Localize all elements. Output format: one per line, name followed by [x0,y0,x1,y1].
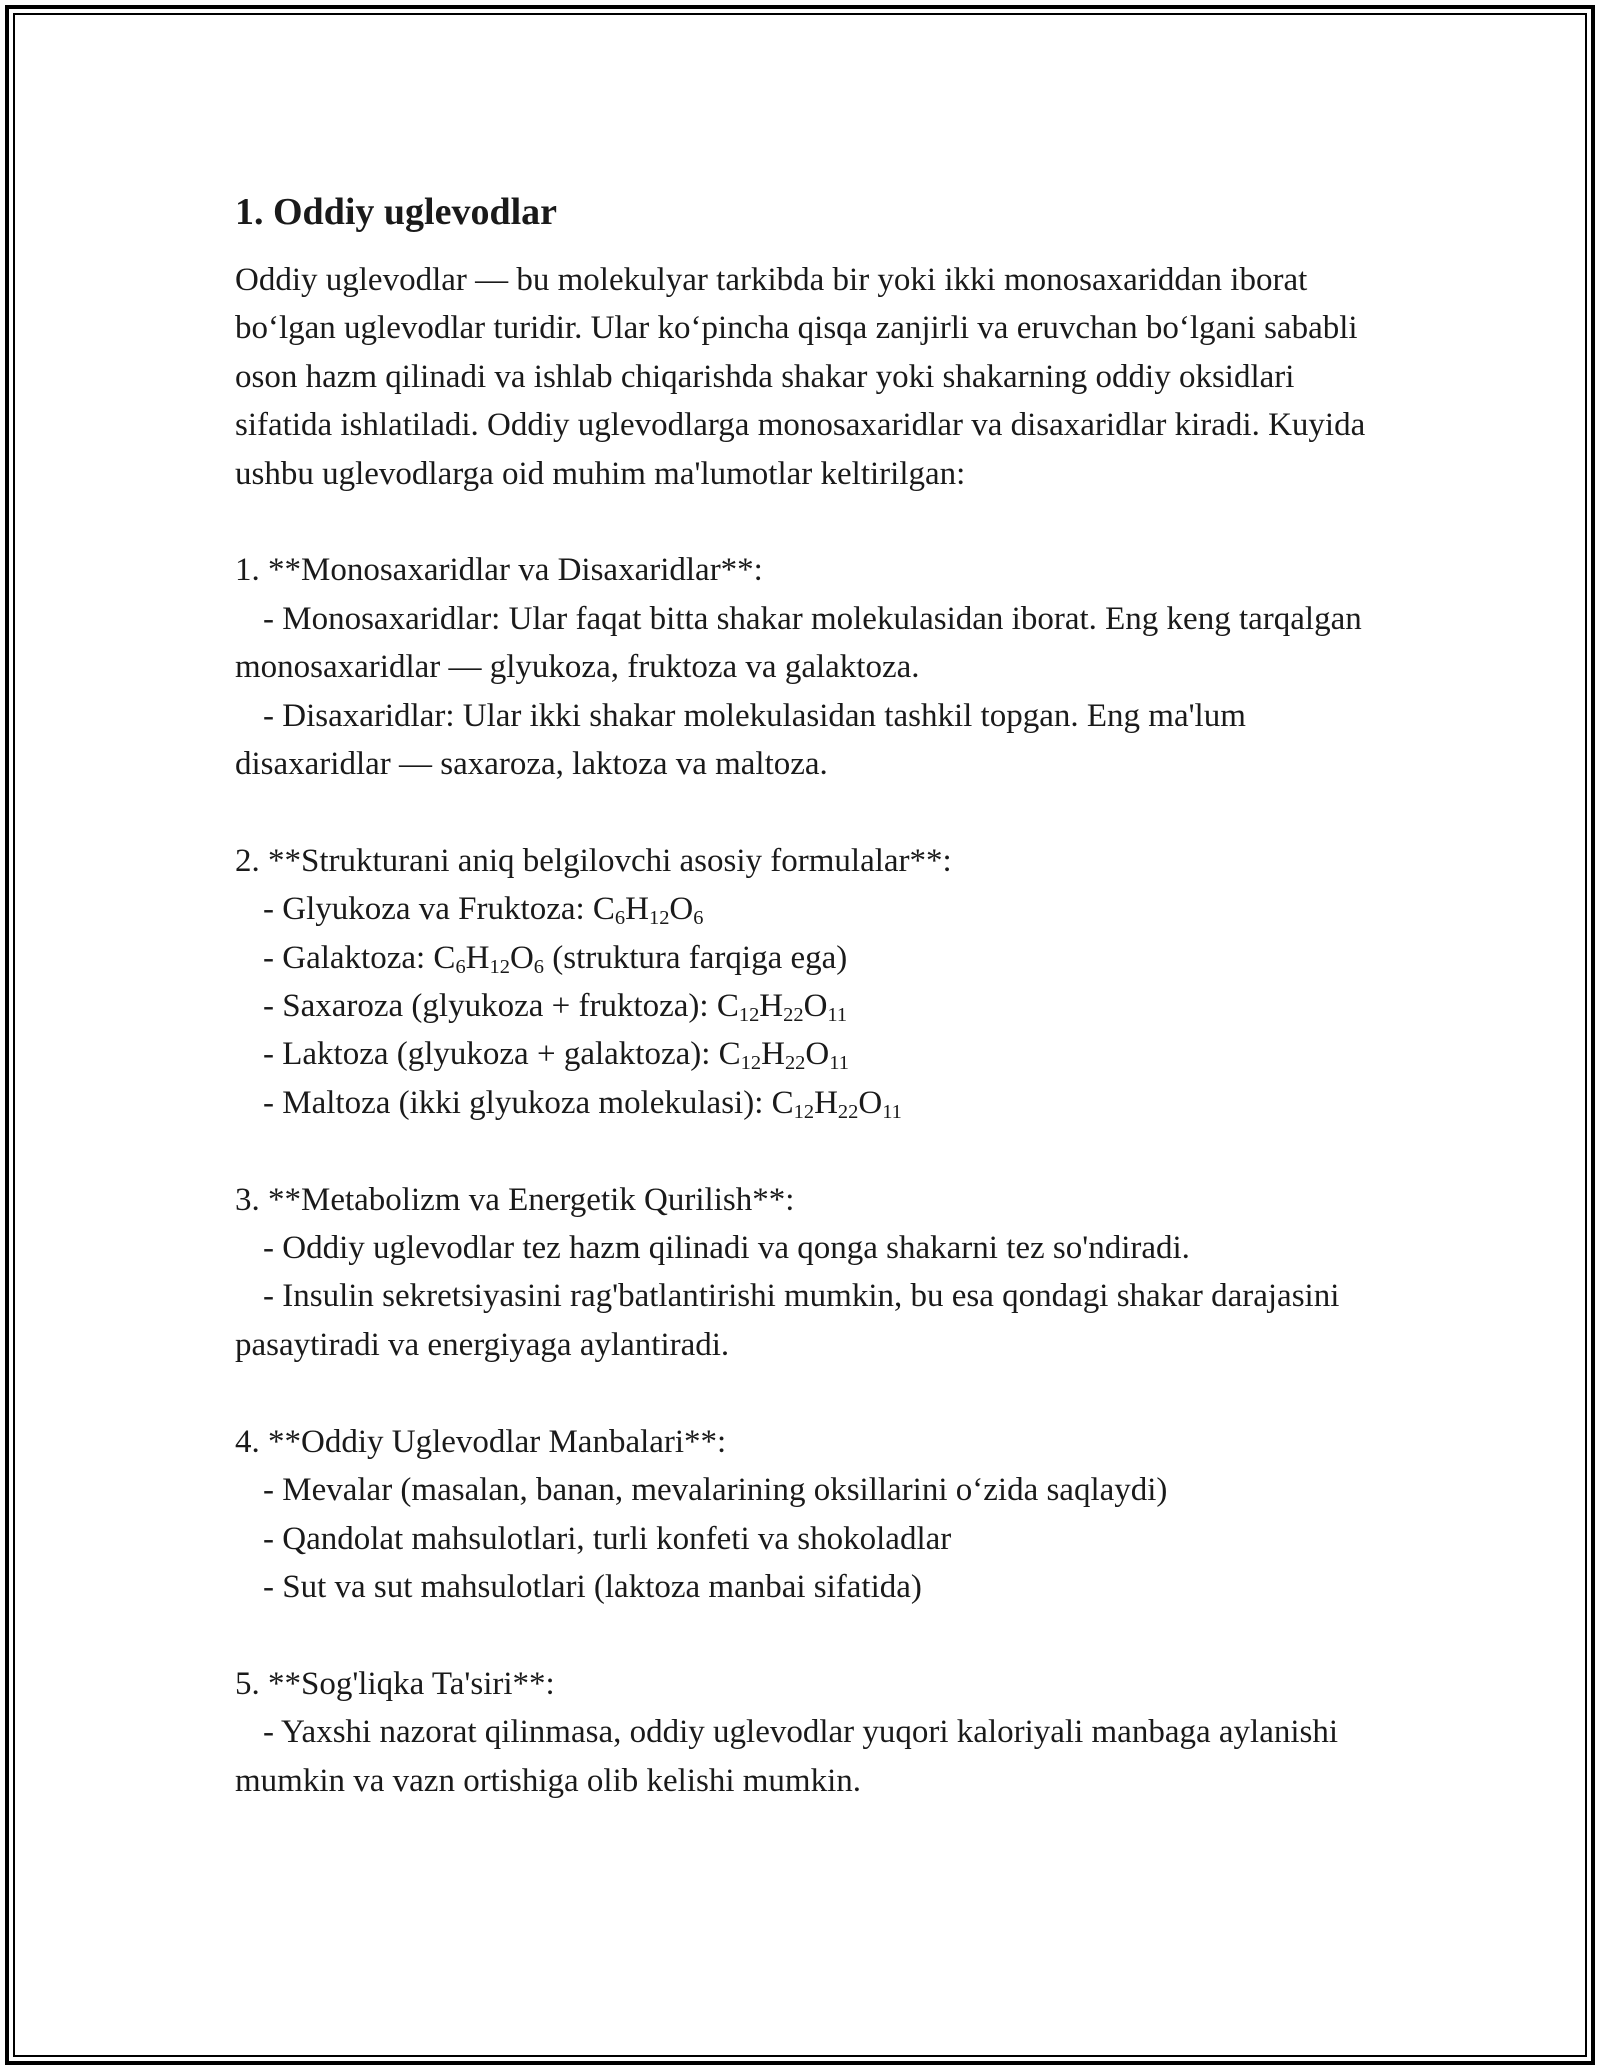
section-formulas [235,837,1385,1127]
section-heading: 4. **Oddiy Uglevodlar Manbalari**: [235,1423,727,1460]
chemical-formula: $C_{12}H_{22}O_{11}$ [716,988,848,1027]
formula-row: - Galaktoza: $C_6H_{12}O_6$ (struktura farqiga ega) [263,939,848,978]
intro-paragraph: Oddiy uglevodlar — bu molekulyar tarkibda bir yoki ikki monosaxariddan iborat bo‘lgan uglevodlar turidir. Ular ko‘pincha qisqa zanjirli va eruvchan bo‘lgani sababli oson hazm qilinadi va ishlab chiqarishda shakar yoki shakarning oddiy oksidlari sifatida ishlatiladi. Oddiy uglevodlarga monosaxaridlar va disaxaridlar kiradi. Kuyida ushbu uglevodlarga oid muhim ma'lumotlar keltirilgan: [235,262,1366,492]
list-item: - Qandolat mahsulotlari, turli konfeti va shokoladlar [263,1520,952,1557]
section-heading: 3. **Metabolizm va Energetik Qurilish**: [235,1181,795,1218]
section-heading: 2. **Strukturani aniq belgilovchi asosiy formulalar**: [235,842,952,879]
chemical-formula: $C_6H_{12}O_6$ [433,939,544,978]
section-health-impact [235,1660,1385,1805]
section-monosaccharides [235,546,1385,788]
formula-row: - Glyukoza va Fruktoza: $C_6H_{12}O_6$ [263,891,704,930]
section-heading: 1. **Monosaxaridlar va Disaxaridlar**: [235,552,763,589]
list-item: - Sut va sut mahsulotlari (laktoza manbai sifatida) [263,1568,922,1605]
list-item: - Mevalar (masalan, banan, mevalarining oksillarini o‘zida saqlaydi) [263,1472,1168,1509]
formula-row: - Maltoza (ikki glyukoza molekulasi): $C_{12}H_{22}O_{11}$ [263,1084,902,1123]
section-metabolism [235,1176,1385,1370]
list-item: - Disaxaridlar: Ular ikki shakar molekulasidan tashkil topgan. Eng ma'lum disaxaridlar — saxaroza, laktoza va maltoza. [235,697,1246,783]
page-title: 1. Oddiy uglevodlar [235,191,557,233]
formula-row: - Laktoza (glyukoza + galaktoza): $C_{12}H_{22}O_{11}$ [263,1036,849,1075]
list-item: - Insulin sekretsiyasini rag'batlantirishi mumkin, bu esa qondagi shakar darajasini pasaytiradi va energiyaga aylantiradi. [235,1278,1340,1363]
chemical-formula: $C_6H_{12}O_6$ [592,891,704,930]
formula-row: - Saxaroza (glyukoza + fruktoza): $C_{12}H_{22}O_{11}$ [263,988,848,1027]
section-sources [235,1418,1385,1612]
list-item: - Oddiy uglevodlar tez hazm qilinadi va qonga shakarni tez so'ndiradi. [263,1230,1190,1267]
chemical-formula: $C_{12}H_{22}O_{11}$ [718,1036,849,1075]
chemical-formula: $C_{12}H_{22}O_{11}$ [771,1084,902,1123]
list-item: - Monosaxaridlar: Ular faqat bitta shakar molekulasidan iborat. Eng keng tarqalgan monosaxaridlar — glyukoza, fruktoza va galaktoza. [235,600,1362,686]
list-item: - Yaxshi nazorat qilinmasa, oddiy uglevodlar yuqori kaloriyali manbaga aylanishi mumkin va vazn ortishiga olib kelishi mumkin. [235,1714,1339,1799]
document-body [235,186,1385,1805]
section-heading: 5. **Sog'liqka Ta'siri**: [235,1665,555,1702]
